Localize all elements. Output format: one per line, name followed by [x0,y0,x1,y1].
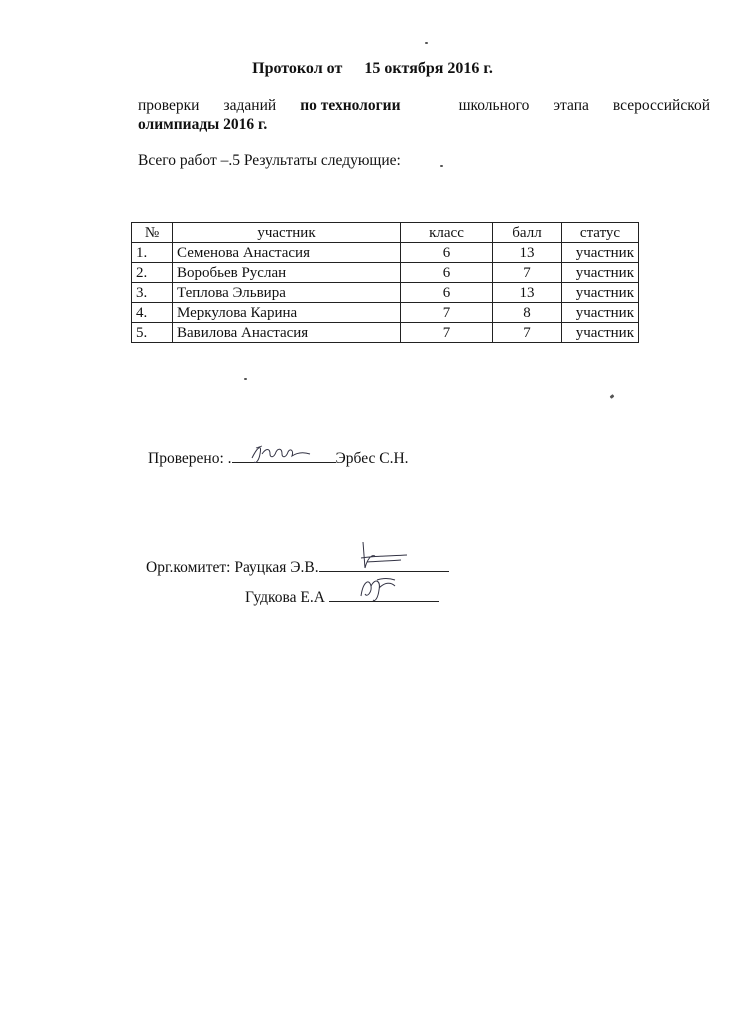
checked-by-label: Проверено: . [148,450,232,467]
scan-speck [244,378,247,380]
scan-speck [440,165,443,167]
intro-word-2: заданий [223,97,277,114]
row-name: Семенова Анастасия [173,243,401,263]
row-number: 1. [132,243,173,263]
intro-olympiad: олимпиады 2016 г. [138,116,268,133]
row-class: 6 [401,243,493,263]
row-status: участник [562,303,639,323]
row-number: 4. [132,303,173,323]
row-status: участник [562,323,639,343]
intro-word-1: проверки [138,97,200,114]
table-row [132,303,639,323]
row-class: 6 [401,283,493,303]
row-name: Теплова Эльвира [173,283,401,303]
intro-paragraph [138,96,710,134]
intro-word-5: всероссийской [612,97,710,114]
summary-line: Всего работ –.5 Результаты следующие: [138,152,401,169]
intro-word-4: этапа [553,97,589,114]
table-row [132,263,639,283]
row-status: участник [562,283,639,303]
table-row [132,283,639,303]
row-number: 5. [132,323,173,343]
header-number: № [132,223,173,243]
row-score: 7 [493,263,562,283]
header-score: балл [493,223,562,243]
scan-speck [610,394,615,399]
checked-by-line [148,448,409,468]
signature-line [319,557,449,572]
checked-by-name: Эрбес С.Н. [335,450,409,467]
row-status: участник [562,263,639,283]
document-title [0,60,745,78]
table-header-row [132,223,639,243]
row-number: 3. [132,283,173,303]
header-class: класс [401,223,493,243]
title-prefix: Протокол от [252,60,343,77]
scan-speck [425,42,428,44]
row-score: 7 [493,323,562,343]
row-class: 6 [401,263,493,283]
title-date: 15 октября 2016 г. [364,60,493,77]
table-row [132,243,639,263]
row-class: 7 [401,323,493,343]
header-participant: участник [173,223,401,243]
row-name: Вавилова Анастасия [173,323,401,343]
signature-line [232,448,336,463]
signature-line [329,587,439,602]
second-member-line [245,587,439,607]
row-name: Меркулова Карина [173,303,401,323]
results-table [131,222,639,343]
row-score: 13 [493,283,562,303]
intro-subject: по технологии [300,97,401,114]
second-member-name: Гудкова Е.А [245,589,325,606]
row-score: 8 [493,303,562,323]
orgcom-line [146,557,449,577]
orgcom-label: Орг.комитет: Рауцкая Э.В. [146,559,319,576]
row-score: 13 [493,243,562,263]
row-class: 7 [401,303,493,323]
row-name: Воробьев Руслан [173,263,401,283]
header-status: статус [562,223,639,243]
row-number: 2. [132,263,173,283]
table-row [132,323,639,343]
intro-word-3: школьного [458,97,530,114]
row-status: участник [562,243,639,263]
